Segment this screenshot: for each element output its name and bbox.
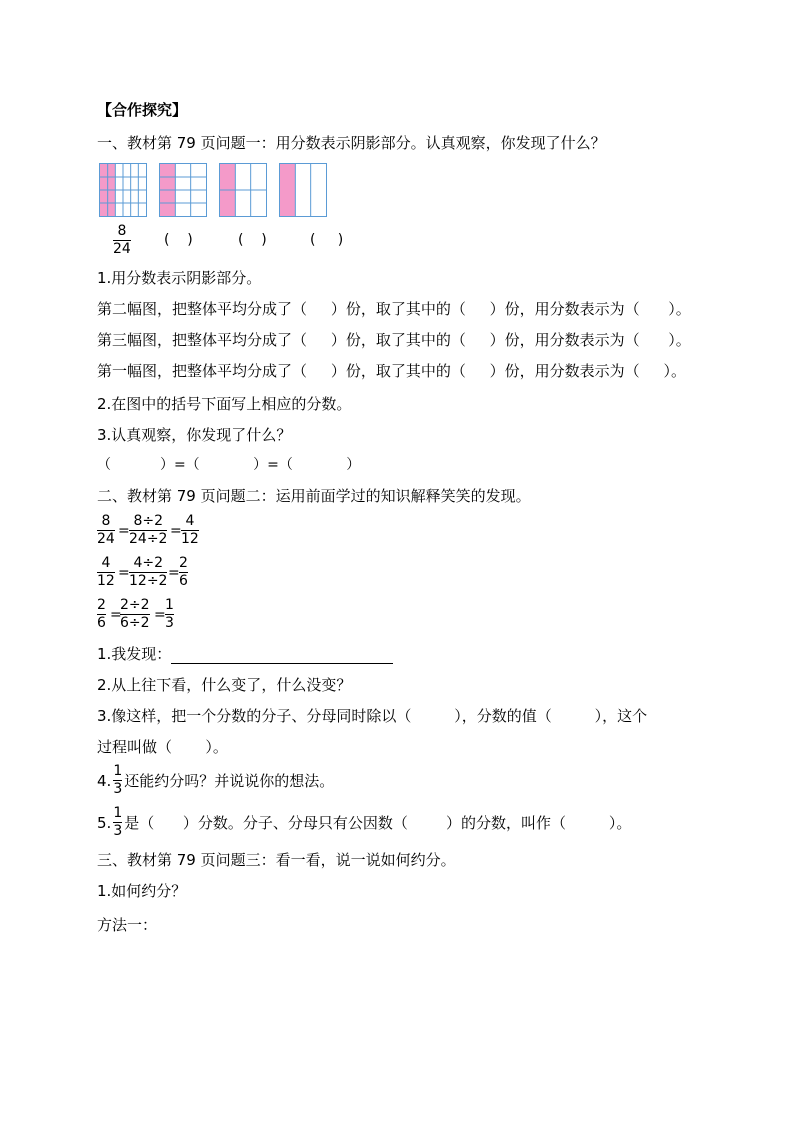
figure-grid-4 bbox=[279, 163, 327, 217]
q5-prefix: 5. bbox=[97, 813, 112, 832]
s3-question-1: 1.如何约分？ bbox=[97, 882, 187, 900]
equals-sign: = bbox=[110, 607, 122, 623]
s1-q1-line-2: 第三幅图，把整体平均分成了（ ）份，取了其中的（ ）份，用分数表示为（ ）。 bbox=[97, 331, 691, 349]
fraction-numerator: 4 bbox=[101, 555, 111, 571]
s1-q1-line-1: 第二幅图，把整体平均分成了（ ）份，取了其中的（ ）份，用分数表示为（ ）。 bbox=[97, 300, 691, 318]
s3-method-1: 方法一： bbox=[97, 916, 158, 934]
figure-1-fraction bbox=[113, 224, 131, 257]
fraction-denominator: 24÷2 bbox=[129, 531, 168, 547]
answer-line bbox=[171, 647, 393, 664]
eq2-frac-b bbox=[129, 556, 167, 589]
s1-question-2: 2.在图中的括号下面写上相应的分数。 bbox=[97, 395, 352, 413]
s1-q1-line-3: 第一幅图，把整体平均分成了（ ）份，取了其中的（ ）份，用分数表示为（ ）。 bbox=[97, 362, 687, 380]
eq3-frac-c bbox=[165, 598, 174, 631]
figure-2-blank: ( ) bbox=[164, 232, 193, 248]
q5-text: 是（ ）分数。分子、分母只有公因数（ ）的分数，叫作（ ）。 bbox=[124, 813, 632, 832]
fraction-denominator: 3 bbox=[113, 781, 123, 797]
fraction-denominator: 24 bbox=[113, 241, 131, 257]
equals-sign: = bbox=[154, 607, 166, 623]
s1-question-1: 1.用分数表示阴影部分。 bbox=[97, 269, 262, 287]
eq1-frac-a bbox=[97, 514, 115, 547]
s2-question-2: 2.从上往下看，什么变了，什么没变？ bbox=[97, 676, 352, 694]
fraction-denominator: 12 bbox=[181, 531, 199, 547]
q4-prefix: 4. bbox=[97, 771, 112, 790]
s2-question-5 bbox=[97, 806, 631, 839]
fraction-denominator: 6 bbox=[179, 573, 188, 589]
section-heading: 【合作探究】 bbox=[97, 101, 188, 119]
fraction-denominator: 24 bbox=[97, 531, 115, 547]
figure-grid-2 bbox=[159, 163, 207, 217]
eq3-frac-b bbox=[120, 598, 150, 631]
fraction-denominator: 6 bbox=[97, 615, 106, 631]
s2-q1-label: 1.我发现： bbox=[97, 645, 172, 663]
fraction-numerator: 4 bbox=[185, 513, 195, 529]
fraction-denominator: 12 bbox=[97, 573, 115, 589]
fraction-denominator: 6÷2 bbox=[120, 615, 150, 631]
q5-fraction bbox=[113, 806, 122, 839]
section3-title: 三、教材第 79 页问题三：看一看，说一说如何约分。 bbox=[97, 851, 456, 869]
fraction-denominator: 3 bbox=[113, 823, 123, 839]
equals-sign: = bbox=[118, 565, 130, 581]
eq2-frac-a bbox=[97, 556, 115, 589]
equals-sign: = bbox=[170, 523, 182, 539]
figure-3-blank: ( ) bbox=[238, 232, 267, 248]
s2-question-4 bbox=[97, 764, 334, 797]
eq2-frac-c bbox=[179, 556, 188, 589]
eq1-frac-b bbox=[129, 514, 167, 547]
s1-question-3: 3.认真观察，你发现了什么？ bbox=[97, 426, 292, 444]
fraction-numerator: 8÷2 bbox=[133, 513, 163, 529]
equals-sign: = bbox=[118, 523, 130, 539]
q4-fraction bbox=[113, 764, 122, 797]
s2-question-1 bbox=[97, 644, 393, 664]
fraction-numerator: 2 bbox=[179, 555, 188, 571]
q4-text: 还能约分吗？并说说你的想法。 bbox=[124, 771, 335, 790]
fraction-denominator: 3 bbox=[165, 615, 174, 631]
eq1-frac-c bbox=[181, 514, 199, 547]
s2-question-3a: 3.像这样，把一个分数的分子、分母同时除以（ ），分数的值（ ），这个 bbox=[97, 707, 648, 725]
section1-title: 一、教材第 79 页问题一：用分数表示阴影部分。认真观察，你发现了什么？ bbox=[97, 134, 606, 152]
fraction-numerator: 2÷2 bbox=[120, 597, 150, 613]
shaded-region bbox=[280, 164, 295, 216]
fraction-denominator: 12÷2 bbox=[129, 573, 168, 589]
fraction-numerator: 1 bbox=[165, 597, 174, 613]
eq3-frac-a bbox=[97, 598, 106, 631]
fraction-numerator: 2 bbox=[97, 597, 106, 613]
fraction-numerator: 8 bbox=[101, 513, 111, 529]
fraction-numerator: 4÷2 bbox=[133, 555, 163, 571]
section2-title: 二、教材第 79 页问题二：运用前面学过的知识解释笑笑的发现。 bbox=[97, 487, 531, 505]
fraction-numerator: 1 bbox=[113, 763, 123, 779]
figure-grid-1 bbox=[99, 163, 147, 217]
fraction-numerator: 1 bbox=[113, 805, 123, 821]
figure-4-blank: ( ) bbox=[310, 232, 344, 248]
figure-grid-3 bbox=[219, 163, 267, 217]
s2-question-3b: 过程叫做（ ）。 bbox=[97, 738, 228, 756]
fraction-numerator: 8 bbox=[117, 223, 127, 239]
s1-q3-blank: （ ）=（ ）=（ ） bbox=[97, 457, 361, 473]
equals-sign: = bbox=[168, 565, 180, 581]
